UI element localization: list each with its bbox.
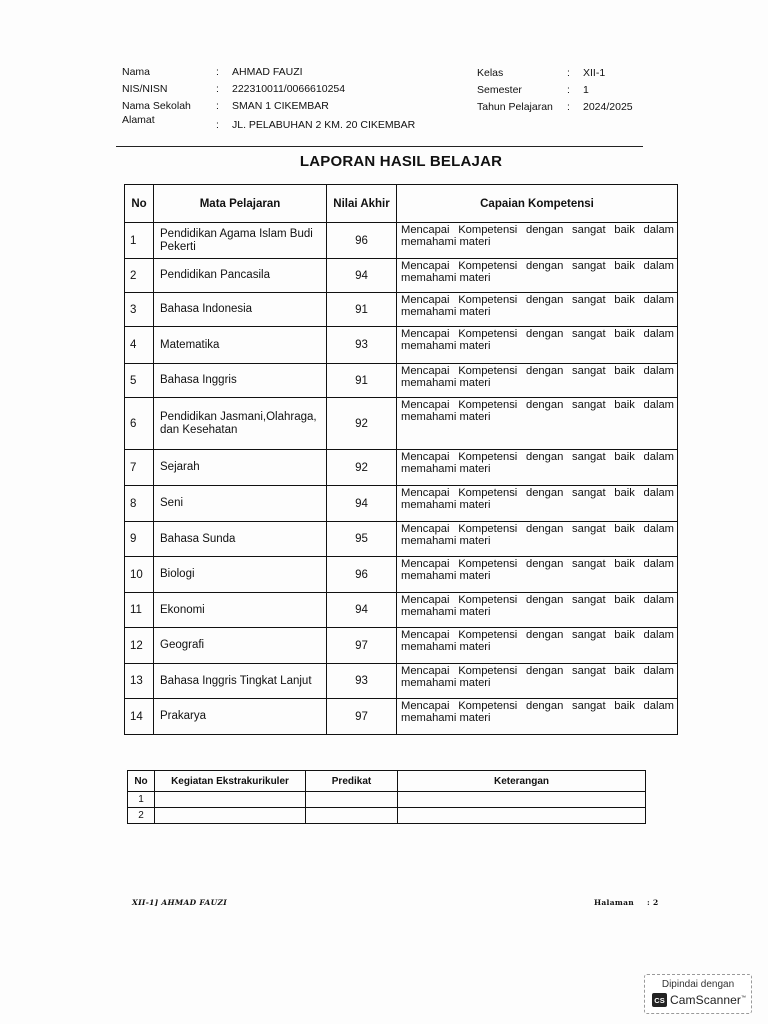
school-label: Nama Sekolah xyxy=(122,100,191,112)
final-score: 96 xyxy=(327,557,397,593)
footer-class-name: XII-1] AHMAD FAUZI xyxy=(132,898,228,907)
final-score: 95 xyxy=(327,522,397,557)
competency-cell xyxy=(397,259,678,293)
extracurricular-table xyxy=(127,770,646,824)
page-separator: : xyxy=(646,898,651,907)
nis-value: 222310011/0066610254 xyxy=(232,83,346,95)
extracurricular-header-row xyxy=(128,771,646,792)
subject-name: Seni xyxy=(154,486,327,522)
camscanner-logo-icon: CS xyxy=(652,993,667,1007)
grade-row xyxy=(125,699,678,735)
scanner-brand-row xyxy=(652,993,746,1007)
nis-row xyxy=(122,81,415,98)
header-subject: Mata Pelajaran xyxy=(154,185,327,223)
scanner-brand xyxy=(670,993,746,1007)
address-row xyxy=(122,115,415,132)
row-number: 7 xyxy=(125,450,154,486)
final-score: 92 xyxy=(327,450,397,486)
competency-text: Mencapai Kompetensi dengan sangat baik dalam memahami materi xyxy=(401,665,674,689)
grades-header-row xyxy=(125,185,678,223)
subject-name: Bahasa Inggris Tingkat Lanjut xyxy=(154,664,327,699)
separator: : xyxy=(216,66,219,78)
row-number: 2 xyxy=(125,259,154,293)
competency-cell xyxy=(397,364,678,398)
competency-cell xyxy=(397,664,678,699)
separator: : xyxy=(216,100,219,112)
competency-cell xyxy=(397,522,678,557)
final-score: 94 xyxy=(327,486,397,522)
predicate-cell xyxy=(306,808,398,824)
header-activity: Kegiatan Ekstrakurikuler xyxy=(155,771,306,792)
final-score: 97 xyxy=(327,628,397,664)
competency-text: Mencapai Kompetensi dengan sangat baik dalam memahami materi xyxy=(401,365,674,389)
year-value: 2024/2025 xyxy=(583,101,633,113)
header-final-score: Nilai Akhir xyxy=(327,185,397,223)
grade-row xyxy=(125,293,678,327)
subject-name: Prakarya xyxy=(154,699,327,735)
predicate-cell xyxy=(306,792,398,808)
competency-cell xyxy=(397,593,678,628)
school-value: SMAN 1 CIKEMBAR xyxy=(232,100,329,112)
row-number: 1 xyxy=(128,792,155,808)
separator: : xyxy=(567,67,570,79)
competency-text: Mencapai Kompetensi dengan sangat baik dalam memahami materi xyxy=(401,594,674,618)
student-info-right xyxy=(477,65,633,116)
subject-name: Pendidikan Agama Islam Budi Pekerti xyxy=(154,223,327,259)
competency-text: Mencapai Kompetensi dengan sangat baik dalam memahami materi xyxy=(401,487,674,511)
final-score: 91 xyxy=(327,293,397,327)
trademark-mark: ™ xyxy=(741,995,747,1001)
grade-row xyxy=(125,398,678,450)
final-score: 92 xyxy=(327,398,397,450)
subject-name: Matematika xyxy=(154,327,327,364)
description-cell xyxy=(398,808,646,824)
final-score: 97 xyxy=(327,699,397,735)
name-row xyxy=(122,64,415,81)
competency-text: Mencapai Kompetensi dengan sangat baik dalam memahami materi xyxy=(401,399,674,423)
grade-row xyxy=(125,259,678,293)
competency-cell xyxy=(397,628,678,664)
class-value: XII-1 xyxy=(583,67,606,79)
grade-row xyxy=(125,628,678,664)
final-score: 93 xyxy=(327,327,397,364)
year-row xyxy=(477,99,633,116)
row-number: 9 xyxy=(125,522,154,557)
grades-table xyxy=(124,184,678,735)
row-number: 13 xyxy=(125,664,154,699)
row-number: 3 xyxy=(125,293,154,327)
header-divider xyxy=(116,146,643,147)
row-number: 10 xyxy=(125,557,154,593)
camscanner-watermark xyxy=(644,974,752,1014)
address-label: Alamat xyxy=(122,114,155,126)
row-number: 2 xyxy=(128,808,155,824)
description-cell xyxy=(398,792,646,808)
grade-row xyxy=(125,223,678,259)
activity-cell xyxy=(155,808,306,824)
grade-row xyxy=(125,327,678,364)
header-competency: Capaian Kompetensi xyxy=(397,185,678,223)
subject-name: Pendidikan Jasmani,Olahraga, dan Kesehatan xyxy=(154,398,327,450)
name-label: Nama xyxy=(122,66,151,78)
subject-name: Geografi xyxy=(154,628,327,664)
row-number: 8 xyxy=(125,486,154,522)
header-no: No xyxy=(125,185,154,223)
row-number: 11 xyxy=(125,593,154,628)
competency-cell xyxy=(397,450,678,486)
subject-name: Bahasa Inggris xyxy=(154,364,327,398)
competency-text: Mencapai Kompetensi dengan sangat baik dalam memahami materi xyxy=(401,294,674,318)
footer-page-number xyxy=(594,898,658,907)
report-title: LAPORAN HASIL BELAJAR xyxy=(299,153,503,170)
semester-label: Semester xyxy=(477,84,522,96)
nis-label: NIS/NISN xyxy=(122,83,168,95)
final-score: 94 xyxy=(327,593,397,628)
subject-name: Biologi xyxy=(154,557,327,593)
grade-row xyxy=(125,664,678,699)
class-label: Kelas xyxy=(477,67,504,79)
competency-cell xyxy=(397,398,678,450)
competency-text: Mencapai Kompetensi dengan sangat baik dalam memahami materi xyxy=(401,700,674,724)
grade-row xyxy=(125,557,678,593)
competency-cell xyxy=(397,327,678,364)
extracurricular-row xyxy=(128,792,646,808)
subject-name: Bahasa Sunda xyxy=(154,522,327,557)
final-score: 93 xyxy=(327,664,397,699)
semester-value: 1 xyxy=(583,84,589,96)
competency-cell xyxy=(397,557,678,593)
page-number: 2 xyxy=(652,898,659,907)
header-no: No xyxy=(128,771,155,792)
separator: : xyxy=(216,83,219,95)
final-score: 91 xyxy=(327,364,397,398)
final-score: 96 xyxy=(327,223,397,259)
separator: : xyxy=(567,84,570,96)
competency-text: Mencapai Kompetensi dengan sangat baik dalam memahami materi xyxy=(401,328,674,352)
competency-text: Mencapai Kompetensi dengan sangat baik dalam memahami materi xyxy=(401,558,674,582)
grade-row xyxy=(125,486,678,522)
competency-text: Mencapai Kompetensi dengan sangat baik dalam memahami materi xyxy=(401,451,674,475)
header-description: Keterangan xyxy=(398,771,646,792)
grade-row xyxy=(125,450,678,486)
subject-name: Ekonomi xyxy=(154,593,327,628)
row-number: 14 xyxy=(125,699,154,735)
competency-text: Mencapai Kompetensi dengan sangat baik dalam memahami materi xyxy=(401,629,674,653)
competency-cell xyxy=(397,699,678,735)
final-score: 94 xyxy=(327,259,397,293)
activity-cell xyxy=(155,792,306,808)
scanner-caption: Dipindai dengan xyxy=(661,979,735,990)
competency-cell xyxy=(397,293,678,327)
grade-row xyxy=(125,522,678,557)
subject-name: Pendidikan Pancasila xyxy=(154,259,327,293)
class-row xyxy=(477,65,633,82)
separator: : xyxy=(567,101,570,113)
row-number: 6 xyxy=(125,398,154,450)
header-predicate: Predikat xyxy=(306,771,398,792)
semester-row xyxy=(477,82,633,99)
extracurricular-row xyxy=(128,808,646,824)
row-number: 12 xyxy=(125,628,154,664)
grade-row xyxy=(125,593,678,628)
scanner-brand-name: CamScanner xyxy=(670,993,742,1007)
separator: : xyxy=(216,119,219,131)
row-number: 4 xyxy=(125,327,154,364)
grade-row xyxy=(125,364,678,398)
competency-cell xyxy=(397,223,678,259)
row-number: 5 xyxy=(125,364,154,398)
name-value: AHMAD FAUZI xyxy=(232,66,303,78)
competency-text: Mencapai Kompetensi dengan sangat baik dalam memahami materi xyxy=(401,260,674,284)
subject-name: Bahasa Indonesia xyxy=(154,293,327,327)
competency-text: Mencapai Kompetensi dengan sangat baik dalam memahami materi xyxy=(401,523,674,547)
row-number: 1 xyxy=(125,223,154,259)
subject-name: Sejarah xyxy=(154,450,327,486)
address-value: JL. PELABUHAN 2 KM. 20 CIKEMBAR xyxy=(232,119,416,131)
year-label: Tahun Pelajaran xyxy=(477,101,553,113)
competency-cell xyxy=(397,486,678,522)
page-label: Halaman xyxy=(594,898,635,907)
competency-text: Mencapai Kompetensi dengan sangat baik dalam memahami materi xyxy=(401,224,674,248)
student-info-left xyxy=(122,64,415,132)
